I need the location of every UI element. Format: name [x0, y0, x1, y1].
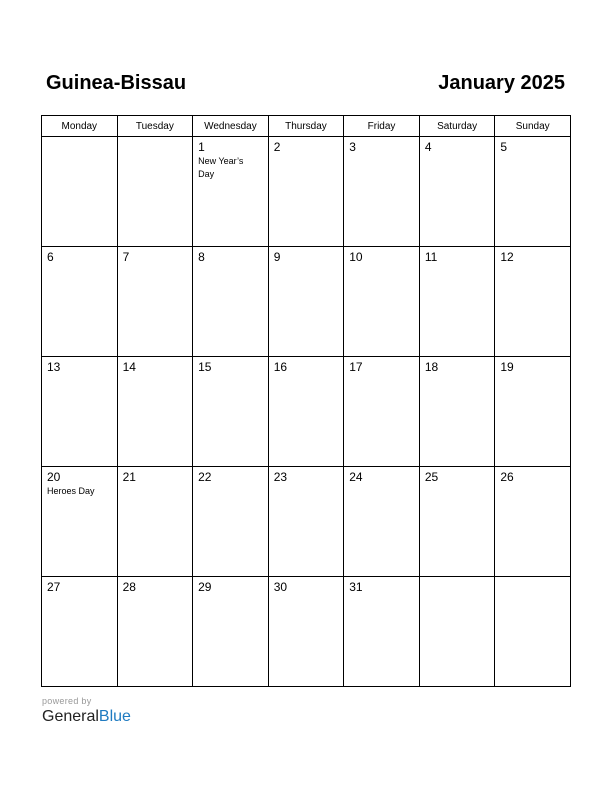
- calendar-day-cell: [344, 357, 420, 467]
- calendar-day-cell: [193, 577, 269, 687]
- calendar-day-cell: [193, 247, 269, 357]
- day-number: 18: [424, 360, 439, 374]
- calendar-day-cell: [42, 577, 118, 687]
- calendar-grid: [41, 115, 571, 687]
- day-number: 2: [273, 140, 281, 154]
- calendar-day-cell: [419, 357, 495, 467]
- calendar-day-cell: [419, 137, 495, 247]
- day-number: 19: [500, 360, 514, 374]
- calendar-day-cell: [495, 467, 571, 577]
- powered-by-text: powered by: [42, 696, 92, 706]
- calendar-empty-cell: [42, 137, 118, 247]
- calendar-day-cell: [193, 357, 269, 467]
- calendar-day-cell: [495, 137, 571, 247]
- calendar-day-cell: [344, 467, 420, 577]
- weekday-header: Friday: [344, 116, 420, 137]
- holiday-label: Heroes Day: [47, 486, 95, 496]
- calendar-day-cell: [117, 247, 193, 357]
- day-number: 6: [47, 250, 54, 264]
- day-number: 27: [47, 580, 61, 594]
- day-number: 21: [122, 470, 136, 484]
- day-number: 22: [198, 470, 212, 484]
- day-number: 12: [500, 250, 514, 264]
- calendar-day-cell: [117, 577, 193, 687]
- day-number: 13: [47, 360, 61, 374]
- calendar-day-cell: [193, 467, 269, 577]
- calendar-country-title: Guinea-Bissau: [46, 72, 187, 94]
- calendar-day-cell: [419, 467, 495, 577]
- day-number: 15: [198, 360, 212, 374]
- weekday-header: Monday: [42, 116, 118, 137]
- calendar-day-cell: [42, 357, 118, 467]
- day-number: 10: [349, 250, 363, 264]
- day-number: 1: [198, 140, 205, 154]
- generalblue-logo: [42, 708, 131, 726]
- day-number: 24: [349, 470, 363, 484]
- calendar-day-cell: [117, 467, 193, 577]
- calendar-day-cell: [42, 467, 118, 577]
- calendar-day-cell: [268, 467, 344, 577]
- calendar-empty-cell: [419, 577, 495, 687]
- weekday-header: Wednesday: [193, 116, 269, 137]
- day-number: 25: [424, 470, 439, 484]
- weekday-header: Tuesday: [117, 116, 193, 137]
- calendar-day-cell: [419, 247, 495, 357]
- weekday-header: Thursday: [268, 116, 344, 137]
- day-number: 23: [273, 470, 288, 484]
- calendar-day-cell: [268, 137, 344, 247]
- day-number: 4: [424, 140, 432, 154]
- calendar-day-cell: [344, 247, 420, 357]
- day-number: 28: [122, 580, 136, 594]
- calendar-week-row: [42, 577, 571, 687]
- footer-branding: [42, 696, 131, 726]
- calendar-day-cell: [42, 247, 118, 357]
- day-number: 8: [198, 250, 205, 264]
- calendar-week-row: [42, 357, 571, 467]
- day-number: 5: [500, 140, 508, 154]
- day-number: 20: [47, 470, 61, 484]
- calendar-day-cell: [268, 247, 344, 357]
- calendar-empty-cell: [495, 577, 571, 687]
- calendar-day-cell: [495, 357, 571, 467]
- day-number: 7: [122, 250, 130, 264]
- calendar-week-row: [42, 247, 571, 357]
- weekday-header-row: [42, 116, 571, 137]
- day-number: 26: [500, 470, 514, 484]
- calendar-empty-cell: [117, 137, 193, 247]
- logo-general-text: General: [42, 708, 99, 725]
- calendar-week-row: [42, 467, 571, 577]
- day-number: 11: [424, 250, 438, 264]
- day-number: 31: [349, 580, 363, 594]
- calendar-day-cell: [344, 137, 420, 247]
- calendar-day-cell: [495, 247, 571, 357]
- calendar-body: [42, 137, 571, 687]
- weekday-header: Saturday: [419, 116, 495, 137]
- calendar-day-cell: [268, 357, 344, 467]
- calendar-day-cell: [193, 137, 269, 247]
- calendar-day-cell: [117, 357, 193, 467]
- day-number: 30: [273, 580, 288, 594]
- logo-blue-text: Blue: [98, 708, 131, 725]
- day-number: 14: [122, 360, 136, 374]
- calendar-day-cell: [268, 577, 344, 687]
- calendar-month-title: January 2025: [438, 72, 565, 94]
- day-number: 9: [273, 250, 281, 264]
- calendar-week-row: [42, 137, 571, 247]
- day-number: 17: [349, 360, 363, 374]
- day-number: 16: [273, 360, 288, 374]
- day-number: 29: [198, 580, 212, 594]
- holiday-label: New Year’s Day: [198, 156, 244, 179]
- calendar-day-cell: [344, 577, 420, 687]
- weekday-header: Sunday: [495, 116, 571, 137]
- day-number: 3: [349, 140, 356, 154]
